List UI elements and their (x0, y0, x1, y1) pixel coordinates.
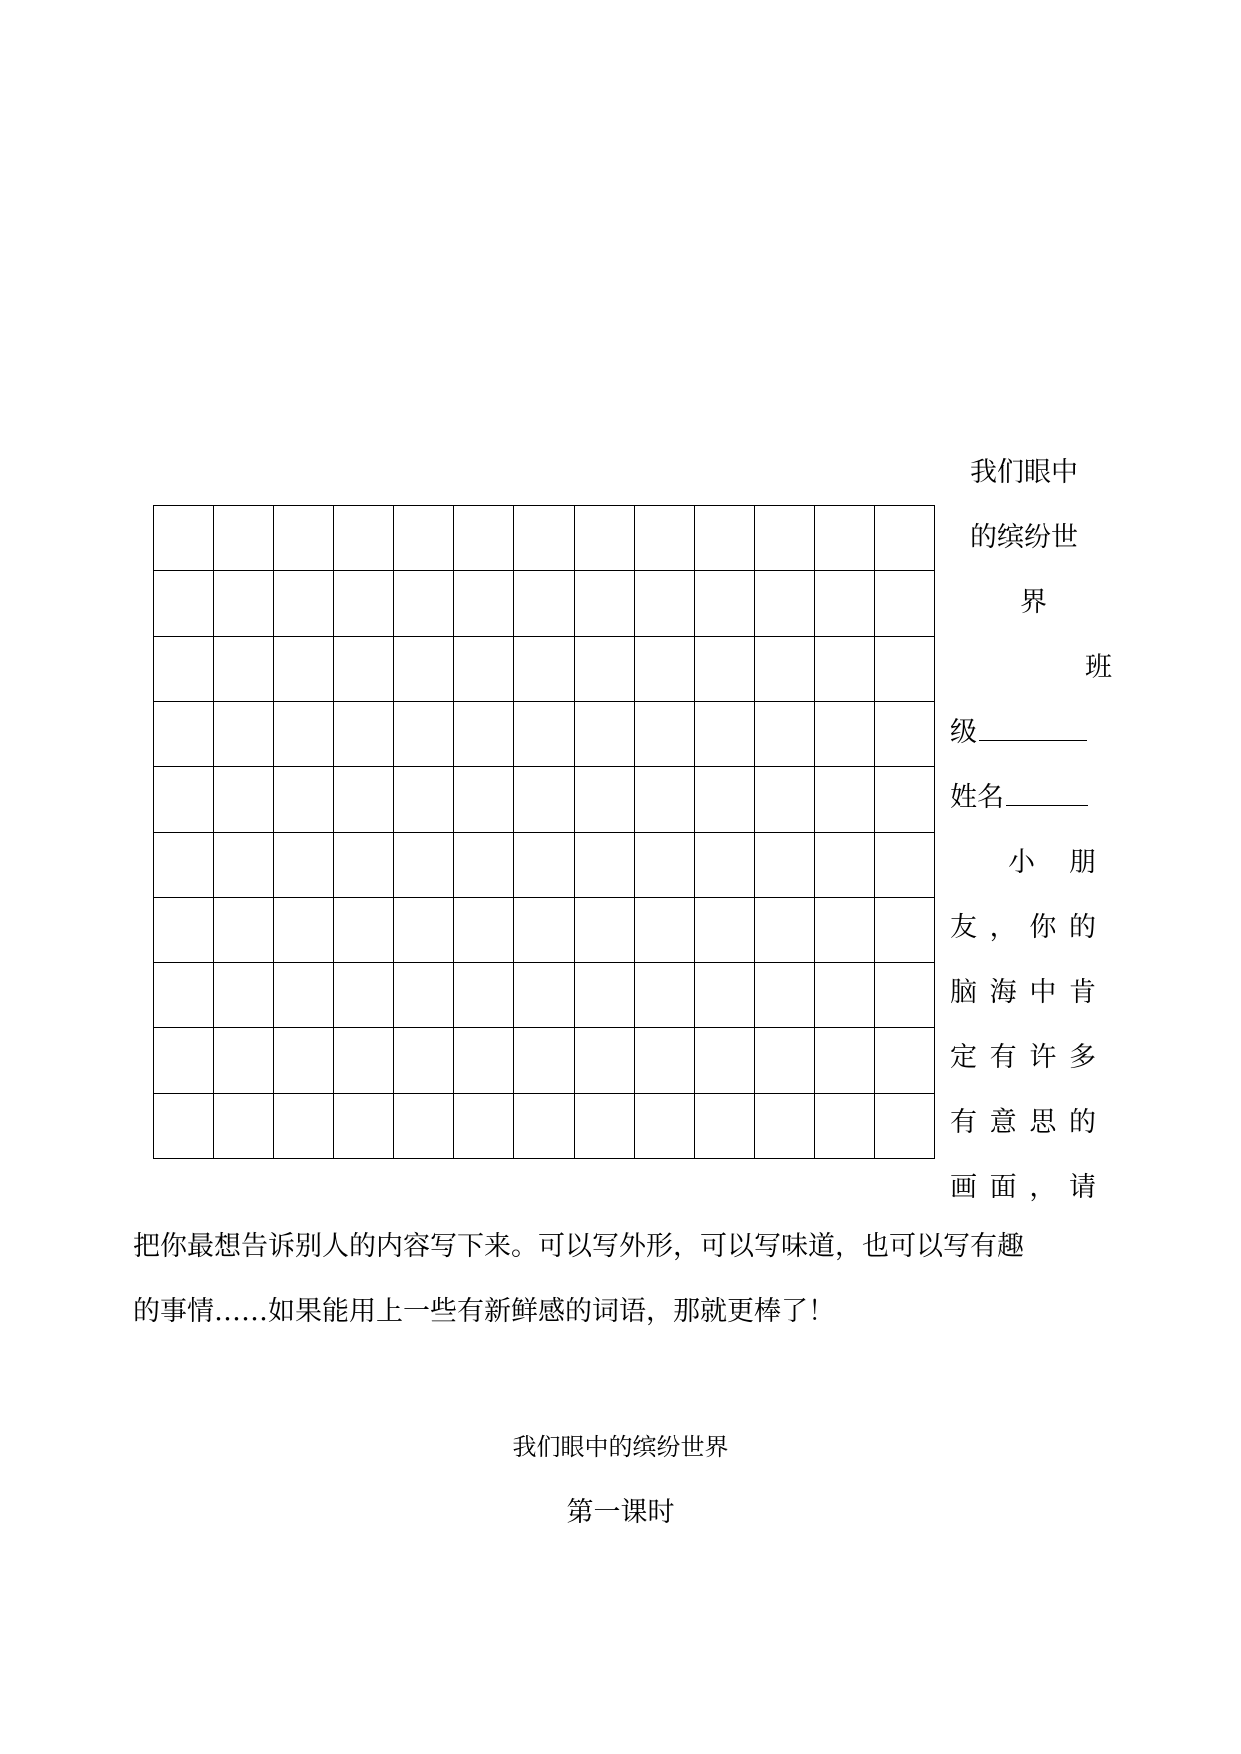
grid-cell (274, 571, 334, 636)
paragraph-line-1: 把你最想告诉别人的内容写下来。可以写外形，可以写味道，也可以写有趣 (133, 1231, 1024, 1262)
grid-cell (695, 963, 755, 1028)
grid-cell (875, 963, 935, 1028)
side-body-char: ， (989, 912, 1017, 943)
paragraph-line-2: 的事情……如果能用上一些有新鲜感的词语，那就更棒了！ (133, 1296, 835, 1327)
grid-cell (575, 898, 635, 963)
side-title-line-2: 的缤纷世 (970, 522, 1078, 553)
grid-cell (695, 767, 755, 832)
side-text-column (950, 440, 1110, 1220)
grid-cell (214, 833, 274, 898)
grid-cell (815, 571, 875, 636)
grid-cell (514, 1028, 574, 1093)
grid-cell (334, 963, 394, 1028)
grid-cell (394, 506, 454, 571)
grid-cell (875, 702, 935, 767)
grid-cell (875, 767, 935, 832)
grid-cell (815, 767, 875, 832)
grid-cell (635, 963, 695, 1028)
grid-cell (755, 637, 815, 702)
grid-cell (274, 702, 334, 767)
class-blank (979, 718, 1087, 741)
grid-cell (815, 702, 875, 767)
side-body-char: 请 (1068, 1172, 1096, 1203)
grid-cell (755, 833, 815, 898)
grid-cell (394, 898, 454, 963)
grid-cell (154, 833, 214, 898)
side-body-line (950, 1090, 1096, 1155)
grid-cell (815, 1028, 875, 1093)
grid-cell (334, 898, 394, 963)
grid-cell (875, 571, 935, 636)
grid-cell (575, 963, 635, 1028)
side-body-char: 中 (1029, 977, 1057, 1008)
grid-cell (454, 963, 514, 1028)
grid-cell (635, 702, 695, 767)
grid-cell (695, 637, 755, 702)
grid-cell (274, 963, 334, 1028)
grid-cell (514, 571, 574, 636)
side-body-char: 你 (1029, 912, 1057, 943)
grid-cell (454, 1028, 514, 1093)
side-body-char: 有 (950, 1107, 977, 1138)
grid-cell (394, 571, 454, 636)
grid-cell (755, 963, 815, 1028)
side-body-text (950, 830, 1110, 1220)
grid-cell (214, 702, 274, 767)
grid-cell (334, 506, 394, 571)
side-body-line (950, 1025, 1096, 1090)
side-body-char: 思 (1029, 1107, 1057, 1138)
grid-cell (695, 506, 755, 571)
grid-cell (514, 702, 574, 767)
grid-cell (575, 767, 635, 832)
grid-cell (815, 898, 875, 963)
grid-cell (334, 637, 394, 702)
side-body-char: 面 (989, 1172, 1017, 1203)
grid-cell (154, 1028, 214, 1093)
grid-cell (695, 1094, 755, 1159)
grid-cell (334, 702, 394, 767)
grid-cell (394, 963, 454, 1028)
instruction-paragraph (133, 1214, 1113, 1344)
grid-cell (214, 1094, 274, 1159)
grid-cell (575, 637, 635, 702)
name-blank (1006, 783, 1088, 806)
grid-cell (575, 571, 635, 636)
grid-cell (514, 898, 574, 963)
grid-cell (394, 702, 454, 767)
grid-cell (454, 702, 514, 767)
grid-cell (394, 1028, 454, 1093)
grid-cell (394, 767, 454, 832)
grid-cell (154, 506, 214, 571)
grid-cell (514, 637, 574, 702)
grid-cell (154, 767, 214, 832)
side-body-char: 朋 (1069, 847, 1096, 878)
grid-cell (815, 963, 875, 1028)
grid-cell (695, 1028, 755, 1093)
grid-cell (274, 898, 334, 963)
side-body-char: 小 (1008, 847, 1035, 878)
grid-cell (635, 506, 695, 571)
grid-cell (334, 833, 394, 898)
writing-grid (153, 505, 935, 1159)
grid-cell (514, 767, 574, 832)
grid-cell (454, 898, 514, 963)
grid-cell (454, 506, 514, 571)
grid-cell (875, 833, 935, 898)
grid-cell (274, 1094, 334, 1159)
side-body-line (950, 1155, 1096, 1220)
grid-cell (635, 637, 695, 702)
grid-cell (875, 637, 935, 702)
grid-cell (575, 1094, 635, 1159)
grid-cell (695, 571, 755, 636)
grid-cell (154, 637, 214, 702)
name-label: 姓名 (950, 782, 1004, 813)
side-title-line-3: 界 (1020, 587, 1047, 618)
side-body-char: 肯 (1068, 977, 1096, 1008)
grid-cell (755, 702, 815, 767)
grid-cell (394, 1094, 454, 1159)
grid-cell (875, 506, 935, 571)
grid-cell (875, 1094, 935, 1159)
side-body-char: 海 (989, 977, 1017, 1008)
grid-cell (334, 1094, 394, 1159)
grid-cell (514, 1094, 574, 1159)
grid-cell (154, 963, 214, 1028)
footer-title: 我们眼中的缤纷世界 (512, 1433, 729, 1461)
name-field (950, 765, 1110, 830)
side-body-char: ， (1029, 1172, 1057, 1203)
grid-cell (394, 833, 454, 898)
grid-cell (454, 571, 514, 636)
grid-cell (635, 1028, 695, 1093)
footer-subtitle: 第一课时 (566, 1497, 675, 1528)
grid-cell (454, 767, 514, 832)
grid-cell (815, 506, 875, 571)
grid-cell (875, 898, 935, 963)
grid-cell (274, 506, 334, 571)
grid-cell (214, 637, 274, 702)
grid-cell (635, 767, 695, 832)
grid-cell (575, 506, 635, 571)
side-title-line-1: 我们眼中 (970, 457, 1078, 488)
grid-cell (154, 702, 214, 767)
grid-cell (274, 767, 334, 832)
side-body-char: 许 (1029, 1042, 1057, 1073)
grid-cell (755, 898, 815, 963)
grid-cell (755, 767, 815, 832)
grid-cell (755, 1094, 815, 1159)
side-body-char: 友 (950, 912, 977, 943)
class-label-char: 班 (1085, 652, 1112, 683)
grid-cell (274, 637, 334, 702)
grid-cell (635, 571, 695, 636)
grid-cell (214, 963, 274, 1028)
grid-cell (575, 702, 635, 767)
grid-cell (454, 637, 514, 702)
side-body-char: 意 (989, 1107, 1017, 1138)
grid-cell (514, 963, 574, 1028)
grid-cell (755, 506, 815, 571)
side-body-char: 多 (1068, 1042, 1096, 1073)
grid-cell (334, 767, 394, 832)
grid-cell (575, 1028, 635, 1093)
grid-cell (394, 637, 454, 702)
grid-cell (334, 571, 394, 636)
class-label: 级 (950, 717, 977, 748)
grid-cell (875, 1028, 935, 1093)
grid-cell (274, 833, 334, 898)
grid-cell (815, 1094, 875, 1159)
grid-cell (575, 833, 635, 898)
grid-cell (214, 571, 274, 636)
grid-cell (755, 1028, 815, 1093)
grid-cell (815, 637, 875, 702)
grid-cell (214, 1028, 274, 1093)
grid-cell (635, 898, 695, 963)
grid-cell (695, 833, 755, 898)
side-body-char: 脑 (950, 977, 977, 1008)
grid-cell (454, 1094, 514, 1159)
side-body-char: 定 (950, 1042, 977, 1073)
grid-cell (154, 898, 214, 963)
grid-cell (695, 898, 755, 963)
grid-cell (214, 506, 274, 571)
side-body-char: 有 (989, 1042, 1017, 1073)
side-body-char: 的 (1068, 1107, 1096, 1138)
grid-cell (154, 1094, 214, 1159)
side-body-char: 的 (1068, 912, 1096, 943)
grid-cell (154, 571, 214, 636)
grid-cell (815, 833, 875, 898)
grid-cell (635, 833, 695, 898)
grid-cell (755, 571, 815, 636)
grid-cell (514, 506, 574, 571)
grid-cell (214, 898, 274, 963)
grid-cell (695, 702, 755, 767)
side-body-line (950, 895, 1096, 960)
side-body-char: 画 (950, 1172, 977, 1203)
grid-cell (514, 833, 574, 898)
grid-cell (274, 1028, 334, 1093)
class-field (950, 700, 1110, 765)
side-body-line (950, 960, 1096, 1025)
grid-cell (214, 767, 274, 832)
side-body-line (950, 830, 1096, 895)
grid-cell (334, 1028, 394, 1093)
grid-cell (454, 833, 514, 898)
grid-cell (635, 1094, 695, 1159)
